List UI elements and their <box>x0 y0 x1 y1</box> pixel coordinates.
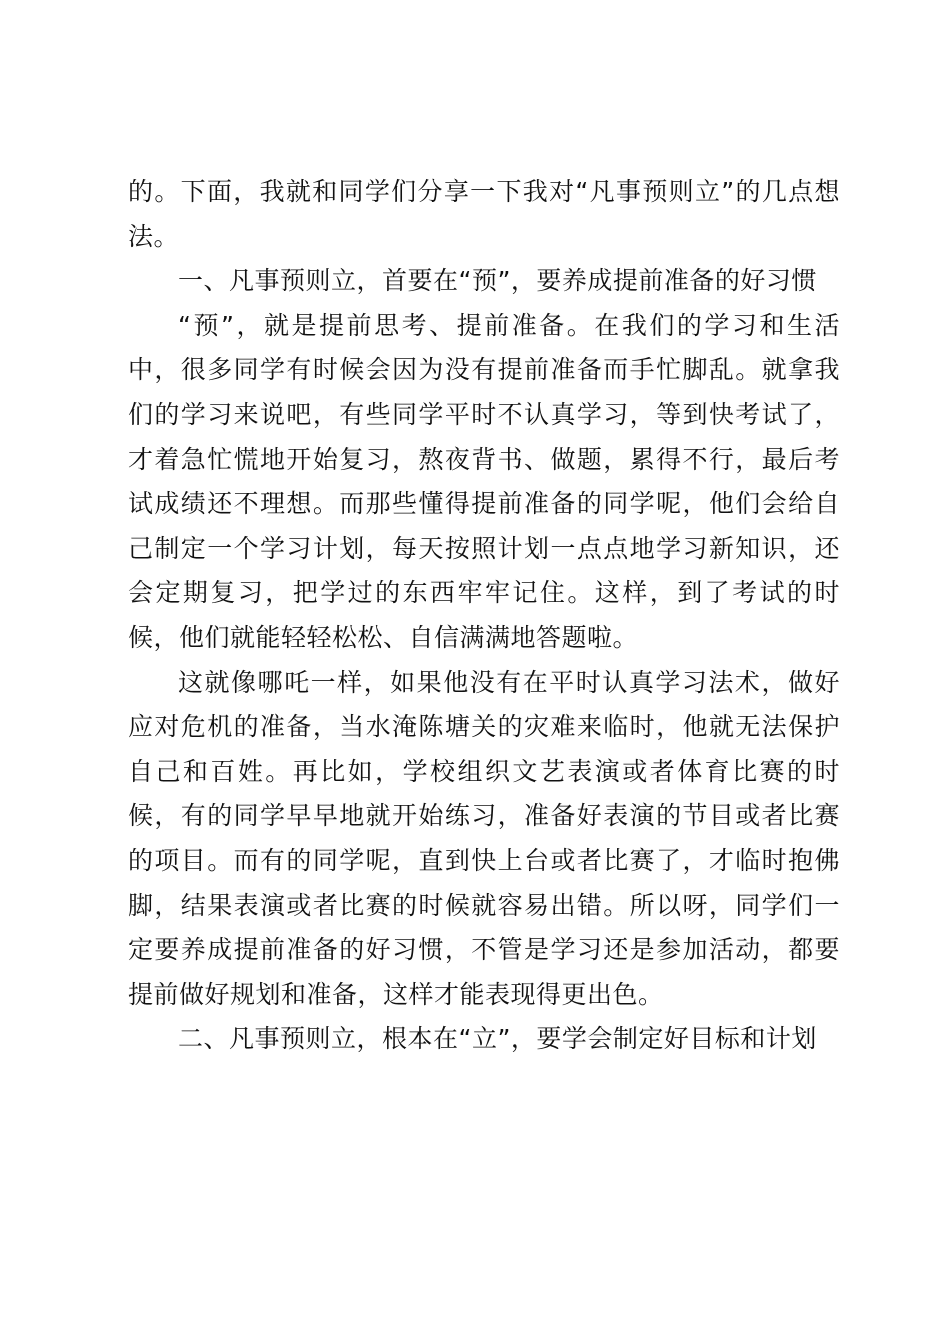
section-heading-1: 一、凡事预则立，首要在“预”，要养成提前准备的好习惯 <box>178 266 817 296</box>
paragraph-intro-continuation: 的。下面，我就和同学们分享一下我对“凡事预则立”的几点想法。 <box>128 177 840 251</box>
document-body <box>128 170 840 1062</box>
section-heading-2: 二、凡事预则立，根本在“立”，要学会制定好目标和计划 <box>178 1024 817 1054</box>
paragraph-nezha-example: 这就像哪吒一样，如果他没有在平时认真学习法术，做好应对危机的准备，当水淹陈塘关的灾难来临时，他就无法保护自己和百姓。再比如，学校组织文艺表演或者体育比赛的时候，有的同学早早地就开始练习，准备好表演的节目或者比赛的项目。而有的同学呢，直到快上台或者比赛了，才临时抱佛脚，结果表演或者比赛的时候就容易出错。所以呀，同学们一定要养成提前准备的好习惯，不管是学习还是参加活动，都要提前做好规划和准备，这样才能表现得更出色。 <box>128 667 840 1009</box>
paragraph-yu-definition: “预”，就是提前思考、提前准备。在我们的学习和生活中，很多同学有时候会因为没有提前准备而手忙脚乱。就拿我们的学习来说吧，有些同学平时不认真学习，等到快考试了，才着急忙慌地开始复习，熬夜背书、做题，累得不行，最后考试成绩还不理想。而那些懂得提前准备的同学呢，他们会给自己制定一个学习计划，每天按照计划一点点地学习新知识，还会定期复习，把学过的东西牢牢记住。这样，到了考试的时候，他们就能轻轻松松、自信满满地答题啦。 <box>128 310 840 652</box>
